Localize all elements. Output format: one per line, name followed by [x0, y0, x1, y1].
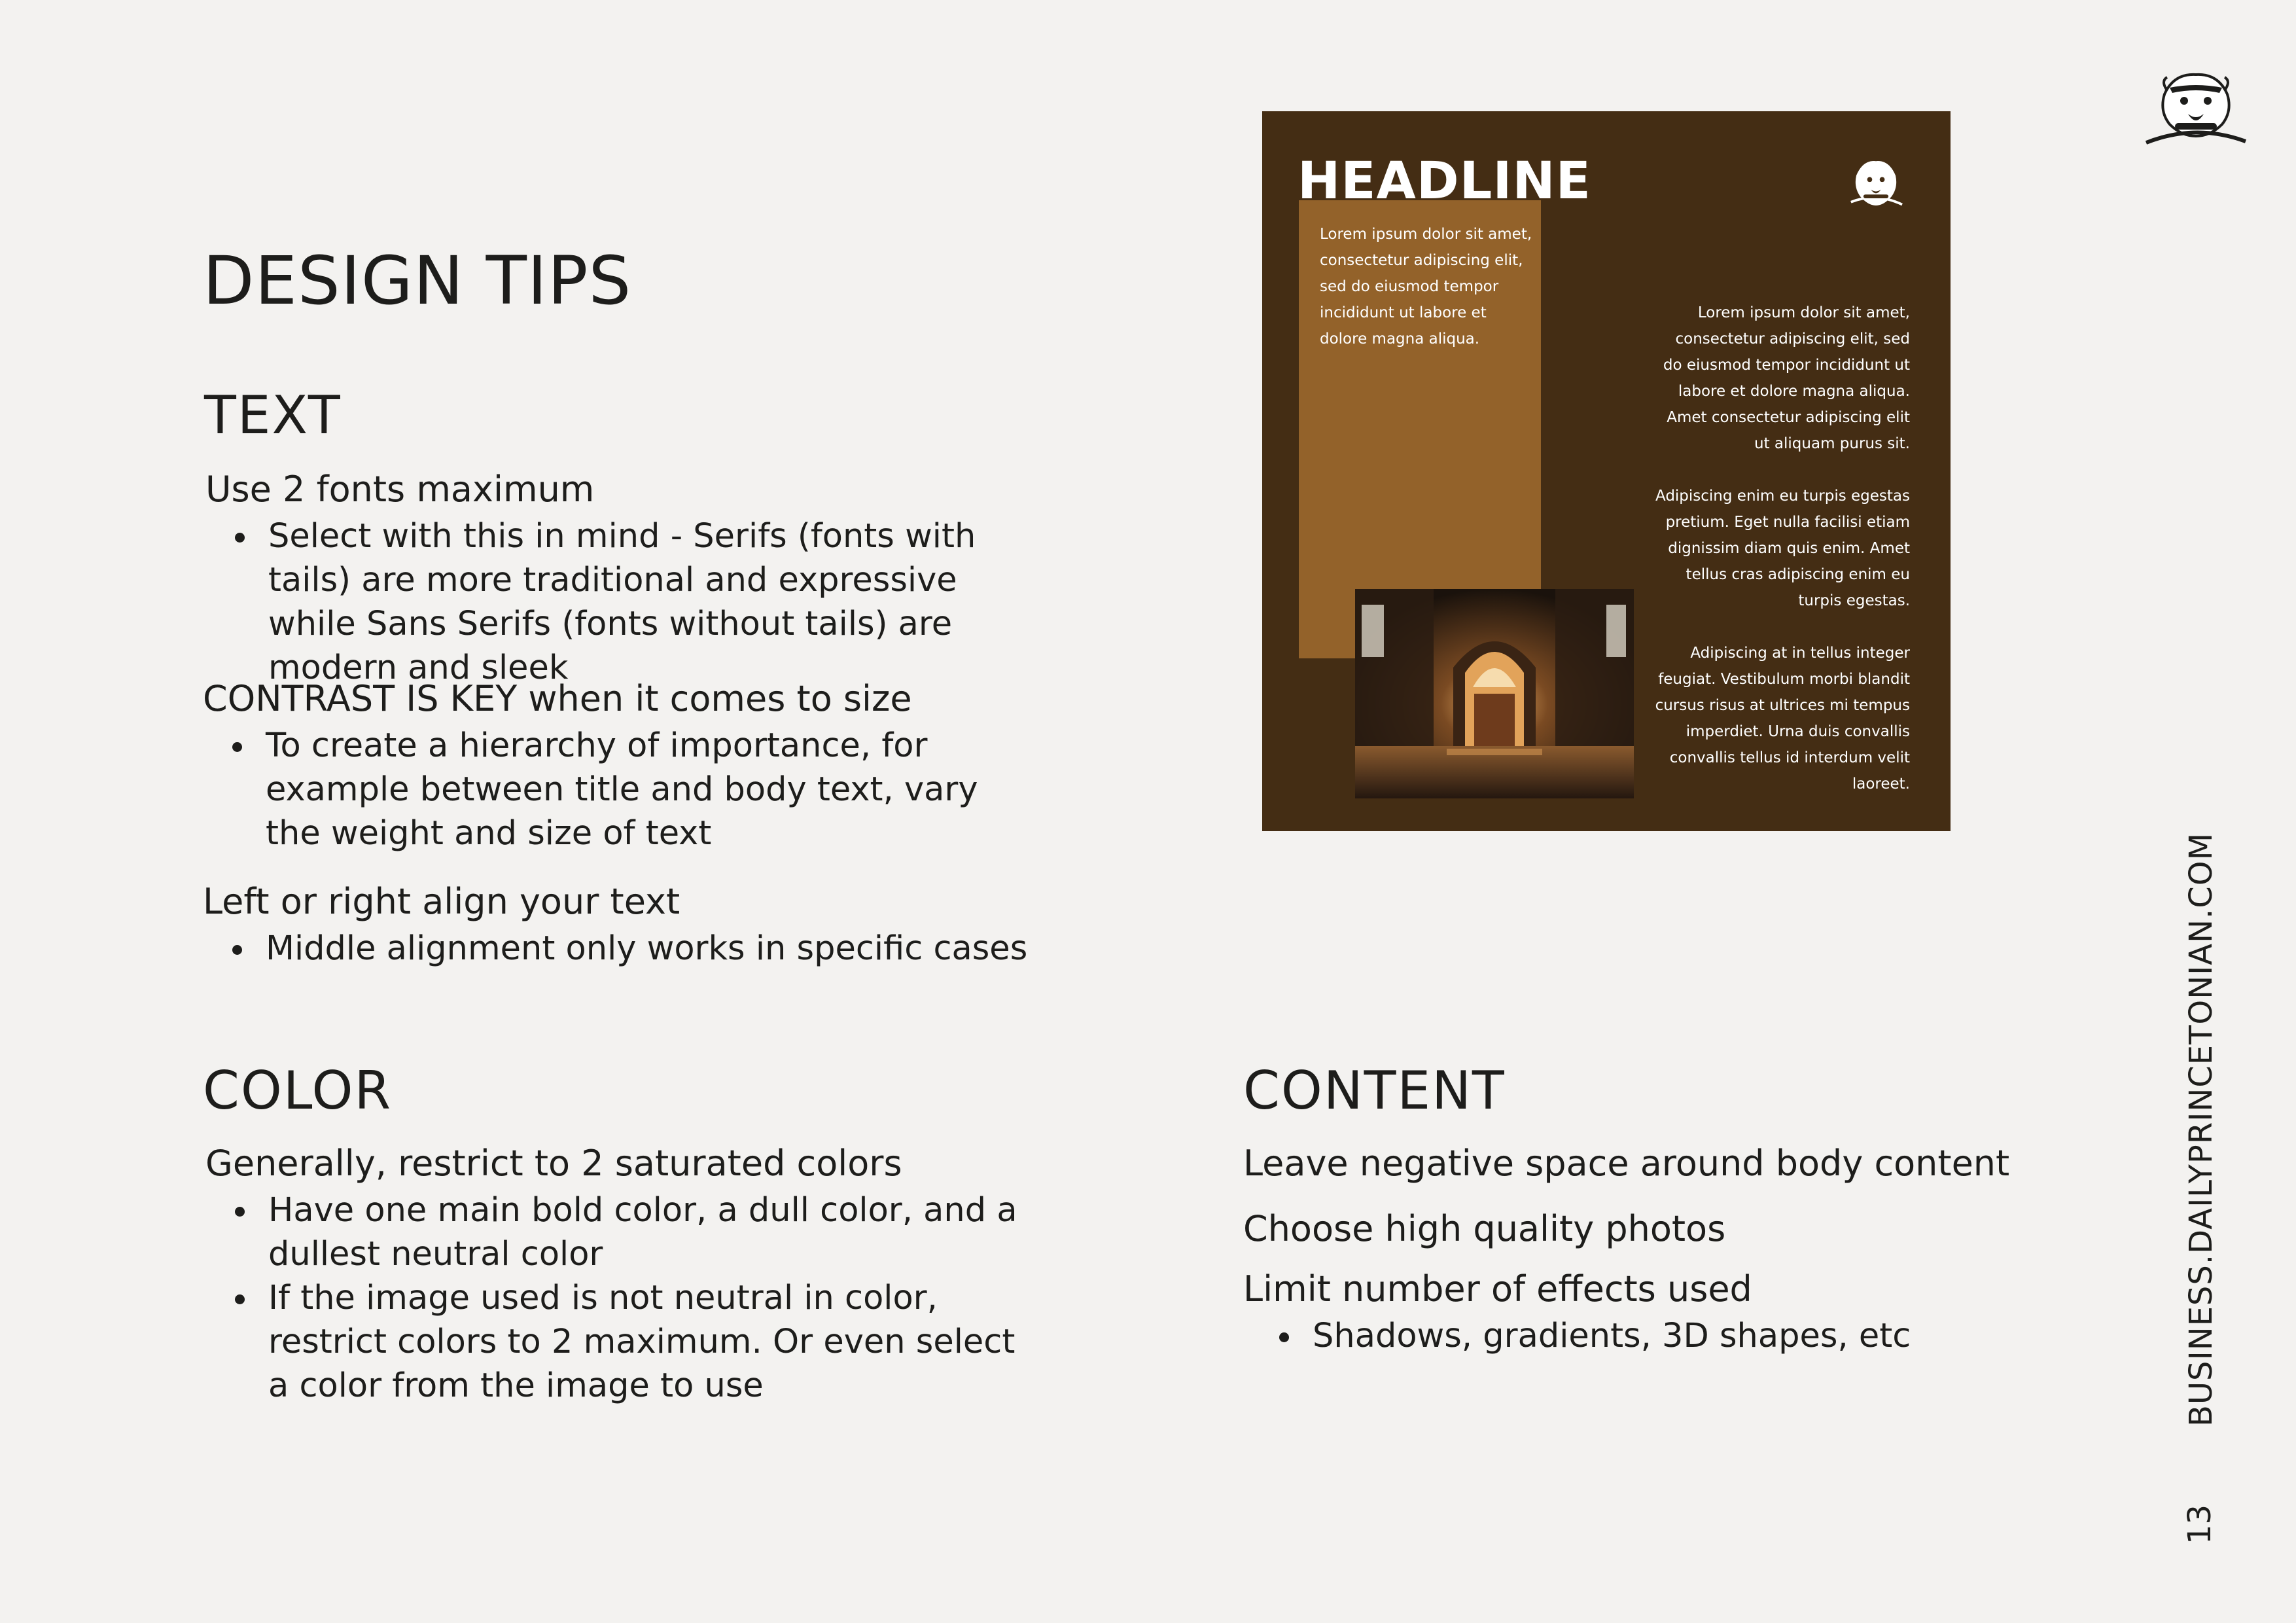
lion-logo-icon [1845, 157, 1907, 212]
text-tip-fonts-bullet-list [205, 514, 1030, 690]
doorway-photo [1355, 589, 1634, 798]
content-tip-photos: Choose high quality photos [1243, 1208, 1726, 1249]
content-tip-negative-space: Leave negative space around body content [1243, 1143, 2010, 1184]
example-layout-card [1262, 111, 1951, 831]
content-bullet-list [1250, 1314, 1969, 1358]
color-section-heading: COLOR [203, 1060, 393, 1121]
color-bullet-image: • If the image used is not neutral in color, restrict colors to 2 maximum. Or even select a color from the image to use [259, 1276, 1036, 1408]
text-tip-align-bullet-list [203, 927, 1053, 971]
text-tip-contrast-bullet: • To create a hierarchy of importance, for example between title and body text, vary the weight and size of text [256, 724, 1027, 855]
color-bullet-main: • Have one main bold color, a dull color, and a dullest neutral color [259, 1188, 1036, 1276]
text-section-heading: TEXT [204, 385, 342, 446]
text-tip-fonts-bullet: • Select with this in mind - Serifs (fonts with tails) are more traditional and expressive while Sans Serifs (fonts without tails) are modern and sleek [259, 514, 1030, 690]
card-right-paragraph: Lorem ipsum dolor sit amet, consectetur adipiscing elit, sed do eiusmod tempor incididunt ut labore et dolore magna aliqua. Amet consectetur adipiscing elit ut aliquam purus sit. [1663, 304, 1910, 452]
lion-logo-icon [2141, 68, 2251, 152]
text-tip-contrast-bullet-list [203, 724, 1027, 855]
page-number-text: 13 [2181, 1504, 2218, 1544]
text-tip-contrast: CONTRAST IS KEY when it comes to size [203, 678, 912, 719]
content-bullet-effects: • Shadows, gradients, 3D shapes, etc [1303, 1314, 1969, 1358]
page-number [2181, 1492, 2244, 1544]
text-tip-fonts: Use 2 fonts maximum [205, 469, 595, 510]
card-right-body [1655, 300, 1910, 823]
color-tip-saturated: Generally, restrict to 2 saturated colors [205, 1143, 902, 1184]
card-right-paragraph: Adipiscing at in tellus integer feugiat. Vestibulum morbi blandit cursus risus at ultrices mi tempus imperdiet. Urna duis convallis convallis tellus id interdum velit laoreet. [1655, 645, 1910, 793]
text-tip-align-bullet: • Middle alignment only works in specific cases [256, 927, 1053, 971]
card-left-body: Lorem ipsum dolor sit amet, consectetur adipiscing elit, sed do eiusmod tempor incididunt ut labore et dolore magna aliqua. [1320, 226, 1532, 348]
color-bullet-list [205, 1188, 1036, 1408]
content-section-heading: CONTENT [1243, 1060, 1506, 1121]
page-title: DESIGN TIPS [203, 242, 632, 320]
card-headline: HEADLINE [1298, 152, 1591, 211]
text-tip-align: Left or right align your text [203, 881, 680, 922]
content-tip-effects: Limit number of effects used [1243, 1268, 1752, 1310]
card-right-paragraph: Adipiscing enim eu turpis egestas pretium. Eget nulla facilisi etiam dignissim diam quis enim. Amet tellus cras adipiscing enim eu turpis egestas. [1655, 488, 1910, 609]
site-url [2183, 832, 2246, 1427]
site-url-text: BUSINESS.DAILYPRINCETONIAN.COM [2183, 832, 2219, 1427]
